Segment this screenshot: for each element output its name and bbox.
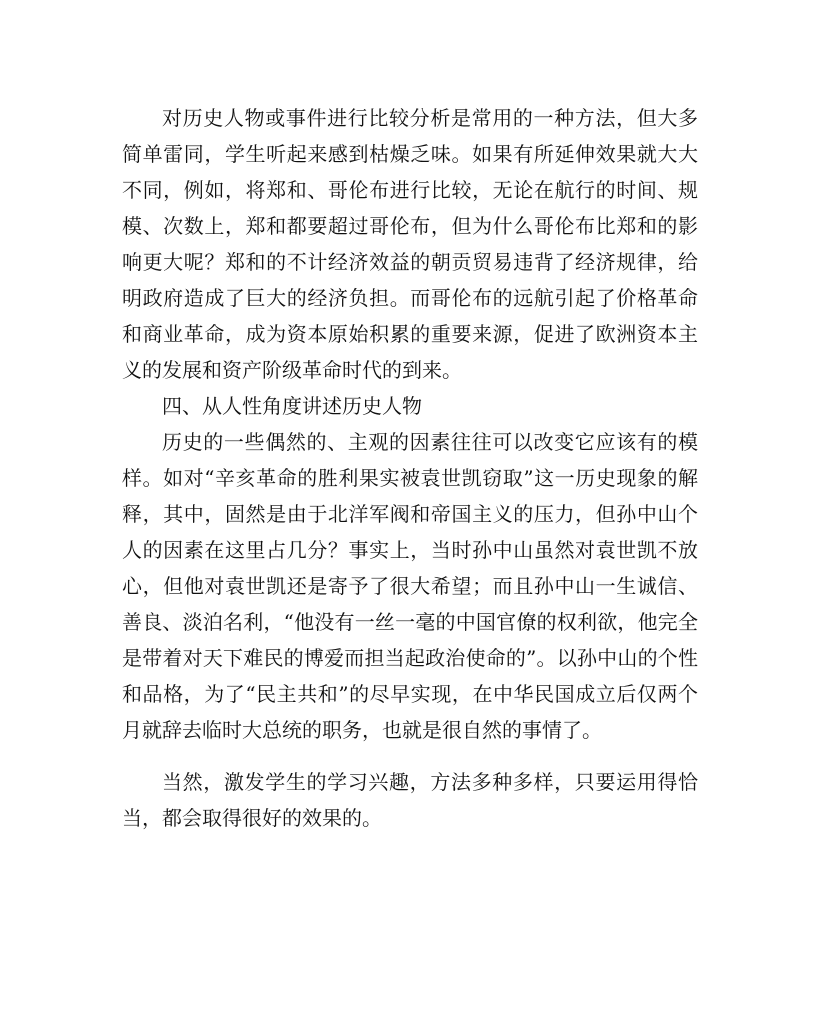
paragraph-human-nature: 历史的一些偶然的、主观的因素往往可以改变它应该有的模样。如对“辛亥革命的胜利果实被袁世凯窃取”这一历史现象的解释，其中，固然是由于北洋军阀和帝国主义的压力，但孙中山个人的因素在这里占几分？事实上，当时孙中山虽然对袁世凯不放心，但他对袁世凯还是寄予了很大希望；而且孙中山一生诚信、善良、淡泊名利，“他没有一丝一毫的中国官僚的权利欲，他完全是带着对天下难民的博爱而担当起政治使命的”。以孙中山的个性和品格，为了“民主共和”的尽早实现，在中华民国成立后仅两个月就辞去临时大总统的职务，也就是很自然的事情了。 [122,430,698,742]
section-heading: 四、从人性角度讲述历史人物 [162,394,422,418]
paragraph-comparison: 对历史人物或事件进行比较分析是常用的一种方法，但大多简单雷同，学生听起来感到枯燥乏味。如果有所延伸效果就大大不同，例如，将郑和、哥伦布进行比较，无论在航行的时间、规模、次数上，郑和都要超过哥伦布，但为什么哥伦布比郑和的影响更大呢？郑和的不计经济效益的朝贡贸易违背了经济规律，给明政府造成了巨大的经济负担。而哥伦布的远航引起了价格革命和商业革命，成为资本原始积累的重要来源，促进了欧洲资本主义的发展和资产阶级革命时代的到来。 [122,106,698,382]
paragraph-spacer [122,748,698,764]
document-page [122,100,698,836]
paragraph-conclusion: 当然，激发学生的学习兴趣，方法多种多样，只要运用得恰当，都会取得很好的效果的。 [122,770,698,830]
